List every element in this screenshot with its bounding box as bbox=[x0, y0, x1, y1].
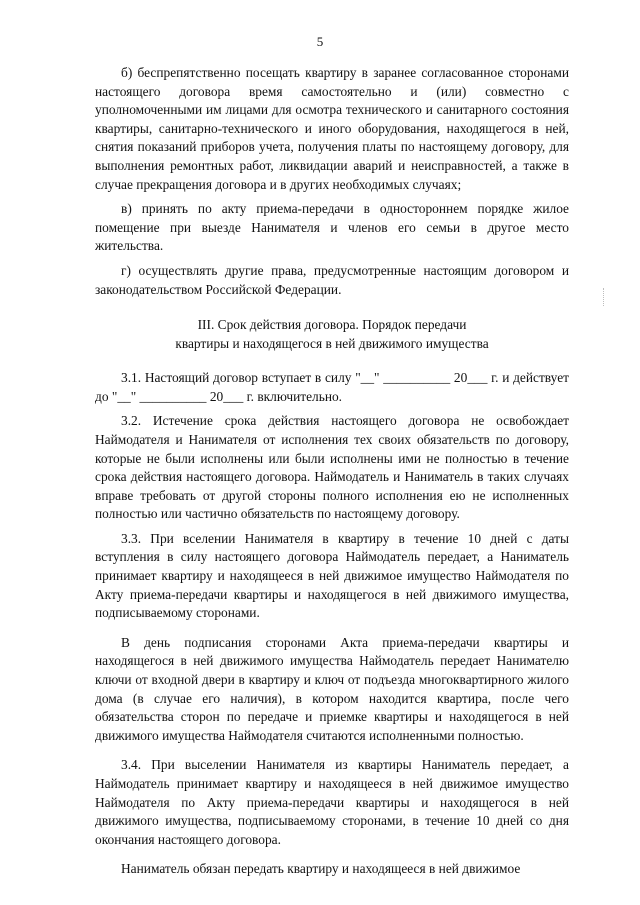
paragraph-3-3: 3.3. При вселении Нанимателя в квартиру в течение 10 дней с даты вступления в силу настоящего договора Наймодатель передает, а Наниматель принимает квартиру и находящееся в ней движимое имущество Наймодателя по Акту приема-передачи квартиры и находящегося в ней движимого имущества, подписываемому сторонами. bbox=[95, 530, 569, 621]
paragraph-3-1: 3.1. Настоящий договор вступает в силу "__" __________ 20___ г. и действует до "__" __________ 20___ г. включительно. bbox=[95, 370, 569, 404]
document-body bbox=[95, 64, 569, 879]
paragraph-3-4: 3.4. При выселении Нанимателя из квартиры Наниматель передает, а Наймодатель принимает квартиру и находящееся в ней движимое имущество Наймодателя по Акту приема-передачи квартиры и находящегося в ней движимого имущества, подписываемому сторонами, в течение 10 дней со дня окончания настоящего договора. bbox=[95, 757, 569, 847]
scan-margin-mark bbox=[603, 288, 607, 306]
paragraph-3-3-keys: В день подписания сторонами Акта приема-передачи квартиры и находящегося в ней движимого имущества Наймодатель передает Нанимателю ключи от входной двери в квартиру и ключ от подъезда многоквартирного жилого дома (в случае его наличия), в котором находится квартира, после чего обязательства сторон по передаче и приемке квартиры и находящегося в ней движимого имущества Наймодателя считаются исполненными полностью. bbox=[95, 634, 569, 743]
page-number: 5 bbox=[316, 34, 324, 49]
paragraph-b: б) беспрепятственно посещать квартиру в заранее согласованное сторонами настоящего договора время самостоятельно и (или) совместно с уполномоченными им лицами для осмотра технического и санитарного состояния квартиры, санитарно-технического и иного оборудования, находящегося в ней, снятия показаний приборов учета, получения платы по настоящему договору, для выполнения ремонтных работ, ликвидации аварий и неисправностей, а также в случае прекращения договора и в других необходимых случаях; bbox=[95, 65, 569, 192]
paragraph-3-4-continued: Наниматель обязан передать квартиру и находящееся в ней движимое bbox=[121, 861, 521, 877]
section-heading-line-1: III. Срок действия договора. Порядок передачи bbox=[197, 317, 467, 333]
paragraph-g: г) осуществлять другие права, предусмотренные настоящим договором и законодательством Российской Федерации. bbox=[95, 262, 569, 297]
paragraph-3-2: 3.2. Истечение срока действия настоящего договора не освобождает Наймодателя и Нанимателя от исполнения тех своих обязательств по договору, которые не были исполнены или были исполнены ими не полностью в течение срока действия настоящего договора. Наймодатель и Наниматель в таких случаях вправе требовать от другой стороны полного исполнения ею не исполненных полностью или частично обязательств по настоящему договору. bbox=[95, 413, 569, 522]
section-heading-line-2: квартиры и находящегося в ней движимого имущества bbox=[175, 336, 489, 352]
paragraph-v: в) принять по акту приема-передачи в одностороннем порядке жилое помещение при выезде Нанимателя и членов его семьи в другое место жительства. bbox=[95, 201, 569, 254]
